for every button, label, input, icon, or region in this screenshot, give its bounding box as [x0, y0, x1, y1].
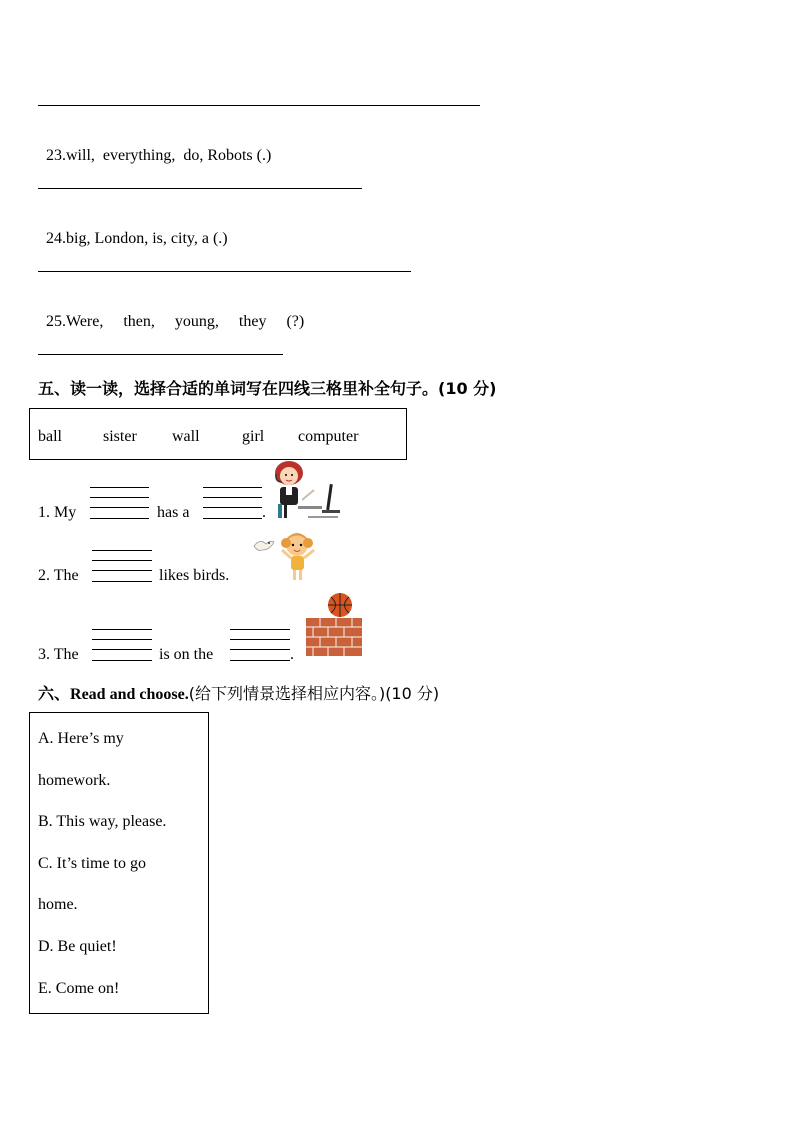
sentence-1-middle: has a [157, 504, 190, 521]
question-23 [38, 129, 271, 165]
option-a-line2: homework. [38, 772, 111, 789]
sentence-3-middle: is on the [159, 646, 214, 663]
section-five-title: 五、读一读，选择合适的单词写在四线三格里补全句子。(10 分) [38, 379, 497, 398]
word-wall: wall [172, 428, 200, 445]
answer-line-24 [38, 271, 411, 272]
question-text: will, everything, do, Robots (.) [66, 147, 272, 164]
section-six-suffix: (给下列情景选择相应内容。)(10 分) [188, 684, 440, 703]
answer-line-25 [38, 354, 283, 355]
sentence-2-middle: likes birds. [159, 567, 230, 584]
option-d: D. Be quiet! [38, 938, 117, 955]
girl-bird-picture [250, 530, 324, 584]
girl-computer-picture [272, 460, 344, 522]
four-line-grid-1a[interactable] [90, 487, 149, 519]
section-six-title [38, 681, 439, 704]
question-number: 24. [46, 230, 66, 247]
section-six-bold: Read and choose. [70, 686, 189, 703]
answer-line-22 [38, 105, 480, 106]
answer-line-23 [38, 188, 362, 189]
choice-box [29, 712, 209, 1014]
option-a-line1: A. Here’s my [38, 730, 124, 747]
four-line-grid-1b[interactable] [203, 487, 262, 519]
question-text: big, London, is, city, a (.) [66, 230, 228, 247]
sentence-1-end: . [262, 504, 266, 521]
ball-on-wall-picture [304, 592, 364, 658]
sentence-2-start: 2. The [38, 567, 79, 584]
question-24 [38, 212, 228, 248]
question-number: 23. [46, 147, 66, 164]
word-bank [29, 408, 407, 460]
option-b: B. This way, please. [38, 813, 167, 830]
question-number: 25. [46, 313, 66, 330]
word-ball: ball [38, 428, 62, 445]
sentence-3-end: . [290, 646, 294, 663]
option-c-line2: home. [38, 896, 78, 913]
word-girl: girl [242, 428, 265, 445]
word-sister: sister [103, 428, 137, 445]
question-25 [38, 295, 304, 331]
sentence-1-start: 1. My [38, 504, 77, 521]
option-e: E. Come on! [38, 980, 120, 997]
four-line-grid-3b[interactable] [230, 629, 290, 661]
four-line-grid-2[interactable] [92, 550, 152, 582]
section-six-prefix: 六、 [38, 684, 71, 703]
word-computer: computer [298, 428, 359, 445]
option-c-line1: C. It’s time to go [38, 855, 146, 872]
question-text: Were, then, young, they (?) [66, 313, 305, 330]
four-line-grid-3a[interactable] [92, 629, 152, 661]
sentence-3-start: 3. The [38, 646, 79, 663]
